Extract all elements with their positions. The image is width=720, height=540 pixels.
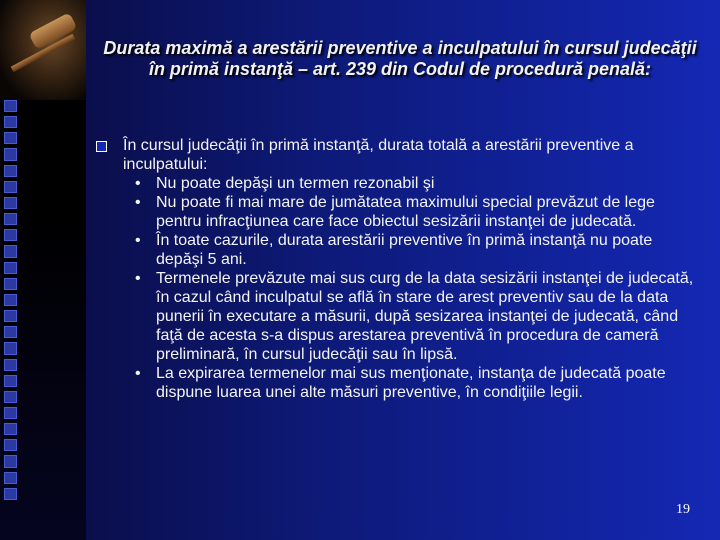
bullet-dot-icon: •	[135, 175, 141, 192]
bullet-dot-icon: •	[135, 270, 141, 287]
sub-bullet-item	[96, 364, 696, 402]
decorative-squares	[4, 100, 20, 500]
gavel-image	[0, 0, 86, 100]
bullet-dot-icon: •	[135, 365, 141, 382]
left-decorative-strip	[0, 0, 86, 540]
sub-bullet-text: La expirarea termenelor mai sus menţionate, instanţa de judecată poate dispune luarea unei alte măsuri preventive, în condiţiile legii.	[156, 365, 666, 401]
sub-bullet-text: Termenele prevăzute mai sus curg de la data sesizării instanţei de judecată, în cazul când inculpatul se află în stare de arest preventiv sau de la data punerii în executare a măsurii, după sesizarea instanţei de judecată, când faţă de acesta s-a dispus arestarea preventivă în procedura de cameră preliminară, în cursul judecăţii sau în lipsă.	[156, 270, 694, 363]
slide-title: Durata maximă a arestării preventive a inculpatului în cursul judecăţii în primă instanţă – art. 239 din Codul de procedură penală:	[103, 38, 697, 79]
main-bullet-text: În cursul judecăţii în primă instanţă, durata totală a arestării preventive a inculpatului:	[123, 137, 634, 173]
sub-bullet-text: Nu poate depăşi un termen rezonabil şi	[156, 175, 435, 192]
slide-content	[96, 136, 696, 402]
square-bullet-icon	[96, 141, 107, 152]
sub-bullet-item	[96, 231, 696, 269]
sub-bullet-item	[96, 193, 696, 231]
sub-bullet-item	[96, 269, 696, 364]
bullet-dot-icon: •	[135, 194, 141, 211]
sub-bullet-text: Nu poate fi mai mare de jumătatea maximului special prevăzut de lege pentru infracţiunea care face obiectul sesizării instanţei de judecată.	[156, 194, 655, 230]
sub-bullet-item	[96, 174, 696, 193]
page-number: 19	[676, 502, 690, 517]
main-bullet	[96, 136, 696, 174]
sub-bullet-list	[96, 174, 696, 402]
sub-bullet-text: În toate cazurile, durata arestării preventive în primă instanţă nu poate depăşi 5 ani.	[156, 232, 653, 268]
bullet-dot-icon: •	[135, 232, 141, 249]
